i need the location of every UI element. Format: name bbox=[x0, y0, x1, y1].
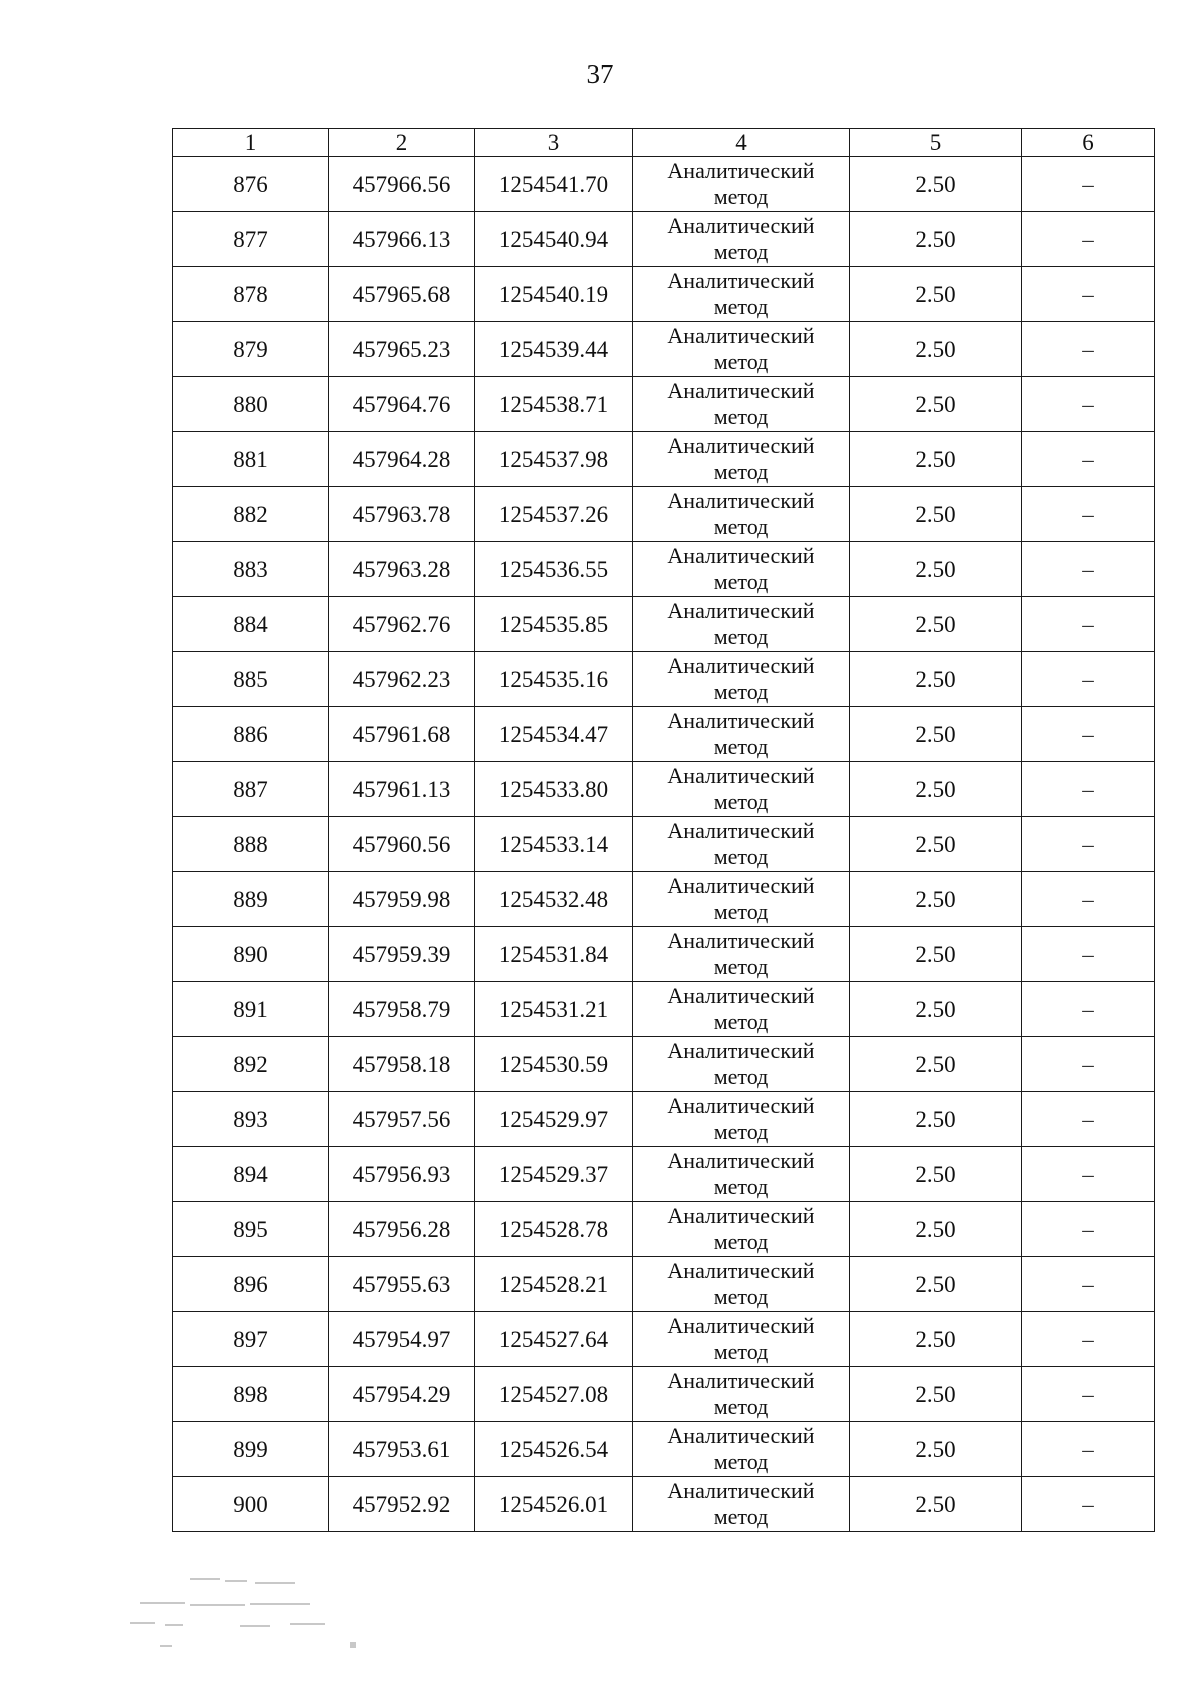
method-cell bbox=[633, 267, 850, 322]
coordinates-table bbox=[172, 128, 1155, 1532]
method-line-1: Аналитический bbox=[667, 1423, 815, 1448]
note-cell: – bbox=[1022, 1367, 1155, 1422]
column-header: 2 bbox=[329, 129, 475, 157]
method-line-1: Аналитический bbox=[667, 213, 815, 238]
x-coordinate-cell: 457960.56 bbox=[329, 817, 475, 872]
method-line-2: метод bbox=[713, 899, 769, 924]
method-line-1: Аналитический bbox=[667, 763, 815, 788]
table-row bbox=[173, 872, 1155, 927]
accuracy-cell: 2.50 bbox=[850, 927, 1022, 982]
method-line-1: Аналитический bbox=[667, 928, 815, 953]
table-row bbox=[173, 597, 1155, 652]
table-header-row bbox=[173, 129, 1155, 157]
note-cell: – bbox=[1022, 267, 1155, 322]
point-number-cell: 893 bbox=[173, 1092, 329, 1147]
point-number-cell: 891 bbox=[173, 982, 329, 1037]
x-coordinate-cell: 457959.98 bbox=[329, 872, 475, 927]
y-coordinate-cell: 1254534.47 bbox=[475, 707, 633, 762]
method-cell bbox=[633, 1147, 850, 1202]
x-coordinate-cell: 457963.78 bbox=[329, 487, 475, 542]
method-line-2: метод bbox=[713, 1229, 769, 1254]
x-coordinate-cell: 457954.29 bbox=[329, 1367, 475, 1422]
method-cell bbox=[633, 157, 850, 212]
faint-stamp-mark bbox=[120, 1570, 380, 1660]
accuracy-cell: 2.50 bbox=[850, 1312, 1022, 1367]
method-line-2: метод bbox=[713, 349, 769, 374]
accuracy-cell: 2.50 bbox=[850, 1147, 1022, 1202]
x-coordinate-cell: 457962.76 bbox=[329, 597, 475, 652]
method-line-2: метод bbox=[713, 514, 769, 539]
method-line-1: Аналитический bbox=[667, 983, 815, 1008]
note-cell: – bbox=[1022, 817, 1155, 872]
table-row bbox=[173, 762, 1155, 817]
note-cell: – bbox=[1022, 1477, 1155, 1532]
method-line-2: метод bbox=[713, 844, 769, 869]
y-coordinate-cell: 1254541.70 bbox=[475, 157, 633, 212]
x-coordinate-cell: 457958.18 bbox=[329, 1037, 475, 1092]
accuracy-cell: 2.50 bbox=[850, 1202, 1022, 1257]
table-row bbox=[173, 1202, 1155, 1257]
method-line-2: метод bbox=[713, 239, 769, 264]
note-cell: – bbox=[1022, 432, 1155, 487]
table-row bbox=[173, 432, 1155, 487]
point-number-cell: 894 bbox=[173, 1147, 329, 1202]
note-cell: – bbox=[1022, 872, 1155, 927]
accuracy-cell: 2.50 bbox=[850, 817, 1022, 872]
accuracy-cell: 2.50 bbox=[850, 322, 1022, 377]
page-number: 37 bbox=[586, 59, 614, 89]
method-cell bbox=[633, 1257, 850, 1312]
y-coordinate-cell: 1254528.21 bbox=[475, 1257, 633, 1312]
accuracy-cell: 2.50 bbox=[850, 1422, 1022, 1477]
note-cell: – bbox=[1022, 1312, 1155, 1367]
accuracy-cell: 2.50 bbox=[850, 157, 1022, 212]
accuracy-cell: 2.50 bbox=[850, 707, 1022, 762]
y-coordinate-cell: 1254539.44 bbox=[475, 322, 633, 377]
method-line-1: Аналитический bbox=[667, 818, 815, 843]
method-cell bbox=[633, 322, 850, 377]
point-number-cell: 876 bbox=[173, 157, 329, 212]
x-coordinate-cell: 457962.23 bbox=[329, 652, 475, 707]
y-coordinate-cell: 1254540.19 bbox=[475, 267, 633, 322]
column-header: 6 bbox=[1022, 129, 1155, 157]
method-cell bbox=[633, 872, 850, 927]
column-header: 1 bbox=[173, 129, 329, 157]
x-coordinate-cell: 457959.39 bbox=[329, 927, 475, 982]
x-coordinate-cell: 457958.79 bbox=[329, 982, 475, 1037]
table-row bbox=[173, 487, 1155, 542]
note-cell: – bbox=[1022, 157, 1155, 212]
note-cell: – bbox=[1022, 1202, 1155, 1257]
accuracy-cell: 2.50 bbox=[850, 1477, 1022, 1532]
x-coordinate-cell: 457954.97 bbox=[329, 1312, 475, 1367]
y-coordinate-cell: 1254532.48 bbox=[475, 872, 633, 927]
method-line-2: метод bbox=[713, 404, 769, 429]
table-body bbox=[173, 157, 1155, 1532]
table-row bbox=[173, 1037, 1155, 1092]
point-number-cell: 883 bbox=[173, 542, 329, 597]
point-number-cell: 895 bbox=[173, 1202, 329, 1257]
y-coordinate-cell: 1254526.54 bbox=[475, 1422, 633, 1477]
table-row bbox=[173, 1422, 1155, 1477]
method-line-1: Аналитический bbox=[667, 1368, 815, 1393]
note-cell: – bbox=[1022, 377, 1155, 432]
y-coordinate-cell: 1254529.97 bbox=[475, 1092, 633, 1147]
y-coordinate-cell: 1254536.55 bbox=[475, 542, 633, 597]
note-cell: – bbox=[1022, 542, 1155, 597]
accuracy-cell: 2.50 bbox=[850, 762, 1022, 817]
method-line-1: Аналитический bbox=[667, 1203, 815, 1228]
x-coordinate-cell: 457961.68 bbox=[329, 707, 475, 762]
y-coordinate-cell: 1254531.84 bbox=[475, 927, 633, 982]
method-cell bbox=[633, 597, 850, 652]
method-line-2: метод bbox=[713, 1284, 769, 1309]
table-row bbox=[173, 707, 1155, 762]
x-coordinate-cell: 457966.13 bbox=[329, 212, 475, 267]
method-line-2: метод bbox=[713, 569, 769, 594]
point-number-cell: 900 bbox=[173, 1477, 329, 1532]
point-number-cell: 898 bbox=[173, 1367, 329, 1422]
x-coordinate-cell: 457965.23 bbox=[329, 322, 475, 377]
column-header: 5 bbox=[850, 129, 1022, 157]
x-coordinate-cell: 457966.56 bbox=[329, 157, 475, 212]
y-coordinate-cell: 1254528.78 bbox=[475, 1202, 633, 1257]
note-cell: – bbox=[1022, 1092, 1155, 1147]
note-cell: – bbox=[1022, 487, 1155, 542]
y-coordinate-cell: 1254533.80 bbox=[475, 762, 633, 817]
note-cell: – bbox=[1022, 322, 1155, 377]
method-cell bbox=[633, 1092, 850, 1147]
method-cell bbox=[633, 1312, 850, 1367]
x-coordinate-cell: 457964.76 bbox=[329, 377, 475, 432]
method-cell bbox=[633, 212, 850, 267]
method-cell bbox=[633, 377, 850, 432]
method-cell bbox=[633, 817, 850, 872]
method-line-1: Аналитический bbox=[667, 378, 815, 403]
accuracy-cell: 2.50 bbox=[850, 432, 1022, 487]
point-number-cell: 878 bbox=[173, 267, 329, 322]
point-number-cell: 897 bbox=[173, 1312, 329, 1367]
method-cell bbox=[633, 542, 850, 597]
method-line-1: Аналитический bbox=[667, 323, 815, 348]
accuracy-cell: 2.50 bbox=[850, 212, 1022, 267]
point-number-cell: 885 bbox=[173, 652, 329, 707]
y-coordinate-cell: 1254535.16 bbox=[475, 652, 633, 707]
point-number-cell: 888 bbox=[173, 817, 329, 872]
y-coordinate-cell: 1254529.37 bbox=[475, 1147, 633, 1202]
method-line-2: метод bbox=[713, 1064, 769, 1089]
table-row bbox=[173, 982, 1155, 1037]
method-cell bbox=[633, 762, 850, 817]
note-cell: – bbox=[1022, 1147, 1155, 1202]
method-line-2: метод bbox=[713, 459, 769, 484]
x-coordinate-cell: 457956.93 bbox=[329, 1147, 475, 1202]
x-coordinate-cell: 457957.56 bbox=[329, 1092, 475, 1147]
point-number-cell: 881 bbox=[173, 432, 329, 487]
note-cell: – bbox=[1022, 1037, 1155, 1092]
point-number-cell: 879 bbox=[173, 322, 329, 377]
method-line-1: Аналитический bbox=[667, 1478, 815, 1503]
point-number-cell: 880 bbox=[173, 377, 329, 432]
method-line-1: Аналитический bbox=[667, 543, 815, 568]
method-cell bbox=[633, 1367, 850, 1422]
y-coordinate-cell: 1254527.08 bbox=[475, 1367, 633, 1422]
accuracy-cell: 2.50 bbox=[850, 1037, 1022, 1092]
point-number-cell: 882 bbox=[173, 487, 329, 542]
method-line-2: метод bbox=[713, 1394, 769, 1419]
y-coordinate-cell: 1254527.64 bbox=[475, 1312, 633, 1367]
table-row bbox=[173, 1092, 1155, 1147]
method-line-2: метод bbox=[713, 679, 769, 704]
table-row bbox=[173, 157, 1155, 212]
table-row bbox=[173, 542, 1155, 597]
method-line-2: метод bbox=[713, 1009, 769, 1034]
note-cell: – bbox=[1022, 982, 1155, 1037]
accuracy-cell: 2.50 bbox=[850, 1092, 1022, 1147]
accuracy-cell: 2.50 bbox=[850, 1257, 1022, 1312]
column-header: 4 bbox=[633, 129, 850, 157]
method-cell bbox=[633, 432, 850, 487]
point-number-cell: 884 bbox=[173, 597, 329, 652]
method-line-1: Аналитический bbox=[667, 158, 815, 183]
method-cell bbox=[633, 1422, 850, 1477]
note-cell: – bbox=[1022, 1422, 1155, 1477]
method-line-1: Аналитический bbox=[667, 1258, 815, 1283]
point-number-cell: 896 bbox=[173, 1257, 329, 1312]
accuracy-cell: 2.50 bbox=[850, 1367, 1022, 1422]
table-row bbox=[173, 1147, 1155, 1202]
method-cell bbox=[633, 487, 850, 542]
method-cell bbox=[633, 927, 850, 982]
y-coordinate-cell: 1254535.85 bbox=[475, 597, 633, 652]
table-row bbox=[173, 927, 1155, 982]
accuracy-cell: 2.50 bbox=[850, 652, 1022, 707]
note-cell: – bbox=[1022, 707, 1155, 762]
accuracy-cell: 2.50 bbox=[850, 542, 1022, 597]
method-cell bbox=[633, 1477, 850, 1532]
method-line-1: Аналитический bbox=[667, 873, 815, 898]
accuracy-cell: 2.50 bbox=[850, 487, 1022, 542]
note-cell: – bbox=[1022, 652, 1155, 707]
method-line-2: метод bbox=[713, 1119, 769, 1144]
y-coordinate-cell: 1254538.71 bbox=[475, 377, 633, 432]
table-row bbox=[173, 1257, 1155, 1312]
method-line-1: Аналитический bbox=[667, 653, 815, 678]
table-row bbox=[173, 212, 1155, 267]
method-line-1: Аналитический bbox=[667, 433, 815, 458]
point-number-cell: 889 bbox=[173, 872, 329, 927]
point-number-cell: 899 bbox=[173, 1422, 329, 1477]
x-coordinate-cell: 457961.13 bbox=[329, 762, 475, 817]
point-number-cell: 890 bbox=[173, 927, 329, 982]
method-line-2: метод bbox=[713, 184, 769, 209]
method-line-1: Аналитический bbox=[667, 598, 815, 623]
method-cell bbox=[633, 982, 850, 1037]
table-row bbox=[173, 1312, 1155, 1367]
y-coordinate-cell: 1254531.21 bbox=[475, 982, 633, 1037]
note-cell: – bbox=[1022, 927, 1155, 982]
method-line-1: Аналитический bbox=[667, 268, 815, 293]
accuracy-cell: 2.50 bbox=[850, 377, 1022, 432]
point-number-cell: 887 bbox=[173, 762, 329, 817]
x-coordinate-cell: 457955.63 bbox=[329, 1257, 475, 1312]
table-row bbox=[173, 1477, 1155, 1532]
note-cell: – bbox=[1022, 597, 1155, 652]
x-coordinate-cell: 457965.68 bbox=[329, 267, 475, 322]
accuracy-cell: 2.50 bbox=[850, 597, 1022, 652]
accuracy-cell: 2.50 bbox=[850, 872, 1022, 927]
point-number-cell: 877 bbox=[173, 212, 329, 267]
point-number-cell: 892 bbox=[173, 1037, 329, 1092]
x-coordinate-cell: 457953.61 bbox=[329, 1422, 475, 1477]
y-coordinate-cell: 1254533.14 bbox=[475, 817, 633, 872]
method-line-1: Аналитический bbox=[667, 1038, 815, 1063]
y-coordinate-cell: 1254530.59 bbox=[475, 1037, 633, 1092]
method-line-2: метод bbox=[713, 1339, 769, 1364]
table-row bbox=[173, 322, 1155, 377]
point-number-cell: 886 bbox=[173, 707, 329, 762]
method-line-1: Аналитический bbox=[667, 1148, 815, 1173]
method-cell bbox=[633, 652, 850, 707]
method-line-2: метод bbox=[713, 734, 769, 759]
y-coordinate-cell: 1254526.01 bbox=[475, 1477, 633, 1532]
x-coordinate-cell: 457964.28 bbox=[329, 432, 475, 487]
method-line-1: Аналитический bbox=[667, 708, 815, 733]
method-line-1: Аналитический bbox=[667, 1313, 815, 1338]
table-row bbox=[173, 1367, 1155, 1422]
x-coordinate-cell: 457952.92 bbox=[329, 1477, 475, 1532]
note-cell: – bbox=[1022, 212, 1155, 267]
table-row bbox=[173, 267, 1155, 322]
method-line-1: Аналитический bbox=[667, 1093, 815, 1118]
method-line-1: Аналитический bbox=[667, 488, 815, 513]
method-cell bbox=[633, 1202, 850, 1257]
method-line-2: метод bbox=[713, 789, 769, 814]
x-coordinate-cell: 457956.28 bbox=[329, 1202, 475, 1257]
table-row bbox=[173, 652, 1155, 707]
method-cell bbox=[633, 707, 850, 762]
y-coordinate-cell: 1254537.26 bbox=[475, 487, 633, 542]
table-row bbox=[173, 817, 1155, 872]
y-coordinate-cell: 1254537.98 bbox=[475, 432, 633, 487]
method-line-2: метод bbox=[713, 1174, 769, 1199]
x-coordinate-cell: 457963.28 bbox=[329, 542, 475, 597]
method-line-2: метод bbox=[713, 954, 769, 979]
table-row bbox=[173, 377, 1155, 432]
column-header: 3 bbox=[475, 129, 633, 157]
method-line-2: метод bbox=[713, 294, 769, 319]
y-coordinate-cell: 1254540.94 bbox=[475, 212, 633, 267]
accuracy-cell: 2.50 bbox=[850, 982, 1022, 1037]
method-cell bbox=[633, 1037, 850, 1092]
method-line-2: метод bbox=[713, 624, 769, 649]
method-line-2: метод bbox=[713, 1504, 769, 1529]
method-line-2: метод bbox=[713, 1449, 769, 1474]
note-cell: – bbox=[1022, 1257, 1155, 1312]
note-cell: – bbox=[1022, 762, 1155, 817]
accuracy-cell: 2.50 bbox=[850, 267, 1022, 322]
